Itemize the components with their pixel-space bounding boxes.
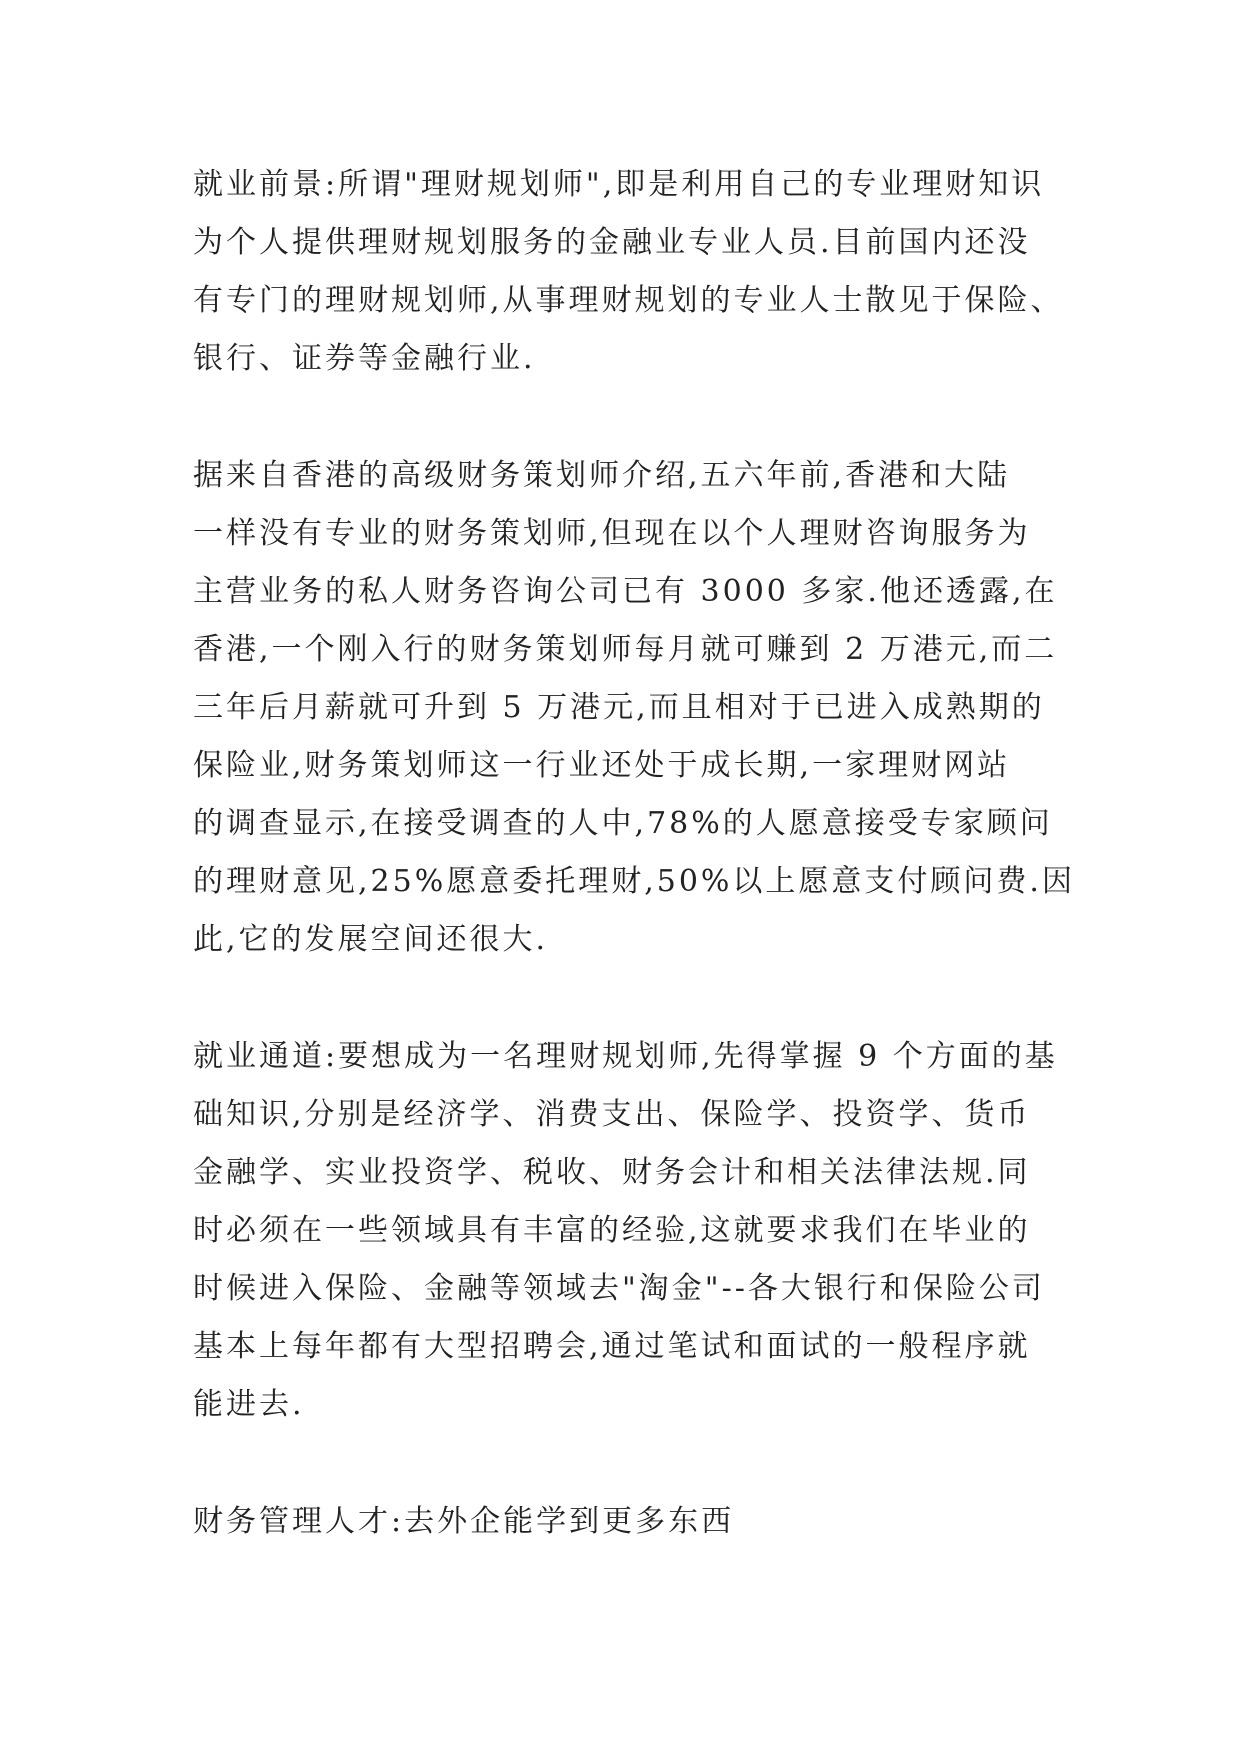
text-line: 金融学、实业投资学、税收、财务会计和相关法律法规.同	[193, 1155, 1031, 1190]
paragraph-financial-management-heading	[193, 1493, 734, 1551]
text-line: 三年后月薪就可升到 5 万港元,而且相对于已进入成熟期的	[193, 690, 1045, 725]
text-line: 财务管理人才:去外企能学到更多东西	[193, 1504, 735, 1539]
text-line: 础知识,分别是经济学、消费支出、保险学、投资学、货币	[193, 1097, 1031, 1132]
text-line: 就业前景:所谓"理财规划师",即是利用自己的专业理财知识	[193, 167, 1045, 202]
text-line: 一样没有专业的财务策划师,但现在以个人理财咨询服务为	[193, 516, 1031, 551]
text-line: 基本上每年都有大型招聘会,通过笔试和面试的一般程序就	[193, 1329, 1031, 1364]
text-line: 能进去.	[193, 1387, 305, 1422]
text-line: 时候进入保险、金融等领域去"淘金"--各大银行和保险公司	[193, 1271, 1045, 1306]
text-line: 有专门的理财规划师,从事理财规划的专业人士散见于保险、	[193, 283, 1064, 318]
text-line: 时必须在一些领域具有丰富的经验,这就要求我们在毕业的	[193, 1213, 1031, 1248]
text-line: 就业通道:要想成为一名理财规划师,先得掌握 9 个方面的基	[193, 1039, 1058, 1074]
paragraph-employment-channel	[193, 1028, 1058, 1434]
text-line: 银行、证券等金融行业.	[193, 341, 536, 376]
text-line: 保险业,财务策划师这一行业还处于成长期,一家理财网站	[193, 748, 1011, 783]
text-line: 香港,一个刚入行的财务策划师每月就可赚到 2 万港元,而二	[193, 632, 1058, 667]
text-line: 为个人提供理财规划服务的金融业专业人员.目前国内还没	[193, 225, 1031, 260]
paragraph-employment-prospects	[193, 156, 1064, 388]
text-line: 的调查显示,在接受调查的人中,78%的人愿意接受专家顾问	[193, 806, 1053, 841]
text-line: 主营业务的私人财务咨询公司已有 3000 多家.他还透露,在	[193, 574, 1058, 609]
text-line: 的理财意见,25%愿意委托理财,50%以上愿意支付顾问费.因	[193, 864, 1075, 899]
text-line: 据来自香港的高级财务策划师介绍,五六年前,香港和大陆	[193, 458, 1011, 493]
paragraph-hong-kong-planners	[193, 447, 1075, 969]
text-line: 此,它的发展空间还很大.	[193, 922, 549, 957]
